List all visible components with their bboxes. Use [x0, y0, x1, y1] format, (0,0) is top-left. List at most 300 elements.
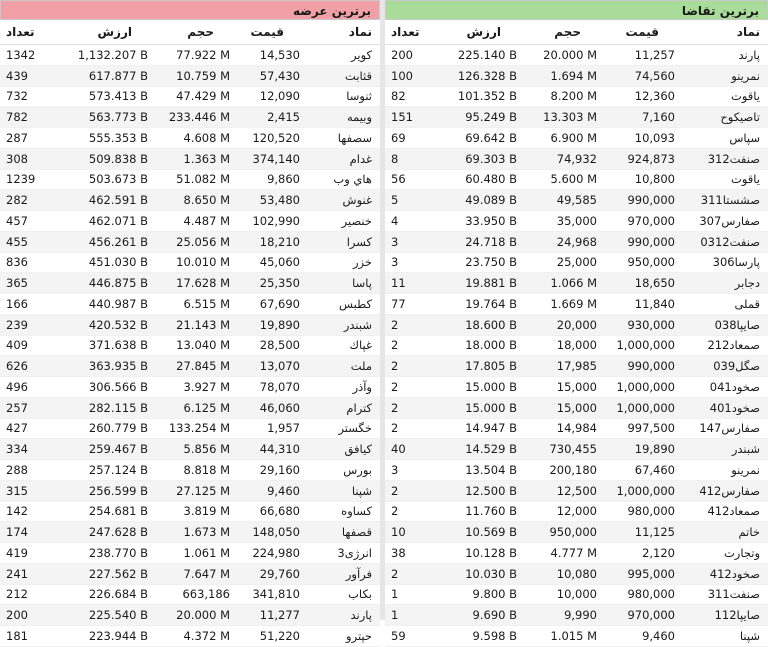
table-row[interactable]: [0, 501, 380, 522]
cell-price: 13,070: [236, 356, 306, 377]
cell-volume: 35,000: [523, 211, 603, 232]
cell-value: 23.750 B: [435, 252, 523, 273]
header-price[interactable]: قیمت: [603, 20, 681, 45]
table-row[interactable]: [385, 314, 768, 335]
table-row[interactable]: [0, 252, 380, 273]
cell-value: 17.805 B: [435, 356, 523, 377]
cell-price: 1,000,000: [603, 335, 681, 356]
table-row[interactable]: [385, 231, 768, 252]
cell-volume: 24,968: [523, 231, 603, 252]
table-row[interactable]: [0, 45, 380, 66]
cell-symbol[interactable]: سپاس: [681, 128, 768, 149]
cell-price: 9,460: [236, 480, 306, 501]
cell-price: 10,800: [603, 169, 681, 190]
cell-volume: 74,932: [523, 148, 603, 169]
table-row[interactable]: [385, 584, 768, 605]
cell-count: 2: [385, 314, 435, 335]
table-row[interactable]: [0, 294, 380, 315]
table-row[interactable]: [0, 128, 380, 149]
table-row[interactable]: [0, 522, 380, 543]
table-row[interactable]: [385, 294, 768, 315]
cell-symbol[interactable]: بورس: [306, 460, 380, 481]
cell-value: 19.764 B: [435, 294, 523, 315]
table-row[interactable]: [385, 65, 768, 86]
cell-volume: 12,000: [523, 501, 603, 522]
cell-symbol[interactable]: صنفت311: [681, 584, 768, 605]
cell-price: 46,060: [236, 397, 306, 418]
cell-value: 15.000 B: [435, 377, 523, 398]
cell-count: 241: [0, 563, 62, 584]
cell-value: 126.328 B: [435, 65, 523, 86]
cell-volume: 6.515 M: [154, 294, 236, 315]
cell-volume: 18,000: [523, 335, 603, 356]
cell-value: 238.770 B: [62, 543, 154, 564]
cell-symbol[interactable]: شپنا: [306, 480, 380, 501]
cell-value: 223.944 B: [62, 626, 154, 647]
cell-volume: 15,000: [523, 377, 603, 398]
cell-volume: 8.200 M: [523, 86, 603, 107]
header-count[interactable]: تعداد: [0, 20, 62, 45]
cell-count: 2: [385, 377, 435, 398]
cell-volume: 5.856 M: [154, 439, 236, 460]
table-row[interactable]: [385, 356, 768, 377]
cell-value: 15.000 B: [435, 397, 523, 418]
cell-value: 18.600 B: [435, 314, 523, 335]
table-row[interactable]: [0, 211, 380, 232]
top-supply-title: برترین عرضه: [0, 0, 380, 20]
cell-value: 227.562 B: [62, 563, 154, 584]
cell-symbol[interactable]: کسرا: [306, 231, 380, 252]
cell-value: 10.128 B: [435, 543, 523, 564]
cell-value: 69.642 B: [435, 128, 523, 149]
cell-count: 2: [385, 335, 435, 356]
cell-volume: 133.254 M: [154, 418, 236, 439]
cell-symbol[interactable]: تاصیکوح: [681, 107, 768, 128]
cell-symbol[interactable]: صخود412: [681, 563, 768, 584]
cell-symbol[interactable]: پارند: [306, 605, 380, 626]
cell-count: 77: [385, 294, 435, 315]
cell-value: 24.718 B: [435, 231, 523, 252]
cell-symbol[interactable]: فرآور: [306, 563, 380, 584]
cell-symbol[interactable]: یاقوت: [681, 169, 768, 190]
cell-price: 19,890: [603, 439, 681, 460]
table-row[interactable]: [385, 86, 768, 107]
cell-value: 282.115 B: [62, 397, 154, 418]
table-row[interactable]: [0, 190, 380, 211]
cell-symbol[interactable]: خنصیر: [306, 211, 380, 232]
cell-volume: 8.818 M: [154, 460, 236, 481]
cell-symbol[interactable]: صشستا311: [681, 190, 768, 211]
cell-value: 60.480 B: [435, 169, 523, 190]
cell-price: 970,000: [603, 211, 681, 232]
cell-price: 25,350: [236, 273, 306, 294]
cell-symbol[interactable]: صفارس412: [681, 480, 768, 501]
cell-symbol[interactable]: پارند: [681, 45, 768, 66]
table-row[interactable]: [385, 418, 768, 439]
cell-volume: 1.066 M: [523, 273, 603, 294]
cell-volume: 49,585: [523, 190, 603, 211]
cell-value: 254.681 B: [62, 501, 154, 522]
cell-count: 365: [0, 273, 62, 294]
cell-count: 10: [385, 522, 435, 543]
cell-value: 14.947 B: [435, 418, 523, 439]
cell-value: 363.935 B: [62, 356, 154, 377]
cell-symbol[interactable]: حپترو: [306, 626, 380, 647]
cell-count: 166: [0, 294, 62, 315]
cell-symbol[interactable]: شبندر: [681, 439, 768, 460]
cell-count: 200: [385, 45, 435, 66]
header-symbol[interactable]: نماد: [306, 20, 380, 45]
cell-count: 782: [0, 107, 62, 128]
cell-count: 496: [0, 377, 62, 398]
cell-count: 151: [385, 107, 435, 128]
cell-symbol[interactable]: صایپا038: [681, 314, 768, 335]
table-row[interactable]: [385, 563, 768, 584]
table-row[interactable]: [385, 460, 768, 481]
cell-price: 990,000: [603, 356, 681, 377]
cell-volume: 15,000: [523, 397, 603, 418]
cell-volume: 47.429 M: [154, 86, 236, 107]
table-row[interactable]: [0, 86, 380, 107]
cell-volume: 1.669 M: [523, 294, 603, 315]
cell-value: 10.030 B: [435, 563, 523, 584]
cell-value: 456.261 B: [62, 231, 154, 252]
cell-value: 503.673 B: [62, 169, 154, 190]
cell-symbol[interactable]: صایپا112: [681, 605, 768, 626]
cell-symbol[interactable]: پارسا306: [681, 252, 768, 273]
cell-volume: 10,000: [523, 584, 603, 605]
cell-count: 455: [0, 231, 62, 252]
cell-value: 9.598 B: [435, 626, 523, 647]
table-row[interactable]: [385, 480, 768, 501]
cell-symbol[interactable]: غپاك: [306, 335, 380, 356]
cell-volume: 10.759 M: [154, 65, 236, 86]
cell-price: 9,860: [236, 169, 306, 190]
table-row[interactable]: [385, 273, 768, 294]
table-row[interactable]: [385, 335, 768, 356]
table-row[interactable]: [0, 65, 380, 86]
cell-price: 924,873: [603, 148, 681, 169]
table-row[interactable]: [385, 397, 768, 418]
cell-volume: 7.647 M: [154, 563, 236, 584]
cell-price: 997,500: [603, 418, 681, 439]
cell-value: 11.760 B: [435, 501, 523, 522]
table-row[interactable]: [0, 460, 380, 481]
cell-volume: 1.061 M: [154, 543, 236, 564]
cell-price: 1,000,000: [603, 377, 681, 398]
cell-symbol[interactable]: خگستر: [306, 418, 380, 439]
table-row[interactable]: [0, 273, 380, 294]
cell-symbol[interactable]: بکاب: [306, 584, 380, 605]
cell-volume: 27.125 M: [154, 480, 236, 501]
table-row[interactable]: [0, 563, 380, 584]
cell-count: 3: [385, 460, 435, 481]
table-row[interactable]: [385, 148, 768, 169]
cell-count: 2: [385, 356, 435, 377]
cell-value: 555.353 B: [62, 128, 154, 149]
cell-symbol[interactable]: شپنا: [681, 626, 768, 647]
cell-value: 13.504 B: [435, 460, 523, 481]
cell-symbol[interactable]: صفارس307: [681, 211, 768, 232]
cell-count: 69: [385, 128, 435, 149]
cell-symbol[interactable]: صنفت0312: [681, 231, 768, 252]
table-row[interactable]: [385, 169, 768, 190]
cell-symbol[interactable]: نمرینو: [681, 460, 768, 481]
cell-price: 9,460: [603, 626, 681, 647]
cell-price: 930,000: [603, 314, 681, 335]
top-supply-panel: [0, 0, 380, 643]
cell-count: 419: [0, 543, 62, 564]
cell-symbol[interactable]: قثابت: [306, 65, 380, 86]
cell-price: 11,840: [603, 294, 681, 315]
cell-count: 427: [0, 418, 62, 439]
cell-volume: 3.819 M: [154, 501, 236, 522]
cell-price: 148,050: [236, 522, 306, 543]
table-row[interactable]: [0, 543, 380, 564]
table-row[interactable]: [0, 148, 380, 169]
cell-price: 51,220: [236, 626, 306, 647]
table-row[interactable]: [0, 584, 380, 605]
cell-volume: 20.000 M: [154, 605, 236, 626]
cell-volume: 663,186: [154, 584, 236, 605]
cell-volume: 4.608 M: [154, 128, 236, 149]
cell-count: 59: [385, 626, 435, 647]
header-count[interactable]: تعداد: [385, 20, 435, 45]
cell-volume: 25,000: [523, 252, 603, 273]
cell-symbol[interactable]: قصفها: [306, 522, 380, 543]
cell-value: 462.071 B: [62, 211, 154, 232]
cell-count: 2: [385, 418, 435, 439]
cell-price: 19,890: [236, 314, 306, 335]
table-row[interactable]: [385, 190, 768, 211]
table-row[interactable]: [385, 439, 768, 460]
cell-volume: 1.015 M: [523, 626, 603, 647]
cell-count: 732: [0, 86, 62, 107]
cell-count: 38: [385, 543, 435, 564]
cell-count: 8: [385, 148, 435, 169]
cell-volume: 6.900 M: [523, 128, 603, 149]
cell-volume: 10,080: [523, 563, 603, 584]
table-row[interactable]: [385, 107, 768, 128]
cell-symbol[interactable]: صگل039: [681, 356, 768, 377]
cell-count: 334: [0, 439, 62, 460]
cell-volume: 4.777 M: [523, 543, 603, 564]
top-demand-title: برترین تقاضا: [385, 0, 768, 20]
cell-price: 980,000: [603, 584, 681, 605]
cell-volume: 17.628 M: [154, 273, 236, 294]
cell-volume: 13.040 M: [154, 335, 236, 356]
table-row[interactable]: [0, 335, 380, 356]
table-row[interactable]: [0, 169, 380, 190]
cell-volume: 233.446 M: [154, 107, 236, 128]
table-row[interactable]: [385, 252, 768, 273]
cell-count: 100: [385, 65, 435, 86]
table-row[interactable]: [0, 418, 380, 439]
table-row[interactable]: [0, 314, 380, 335]
cell-count: 1: [385, 584, 435, 605]
cell-volume: 14,984: [523, 418, 603, 439]
cell-count: 142: [0, 501, 62, 522]
cell-volume: 9,990: [523, 605, 603, 626]
cell-value: 19.881 B: [435, 273, 523, 294]
cell-symbol[interactable]: صمعاد212: [681, 335, 768, 356]
cell-price: 2,120: [603, 543, 681, 564]
cell-price: 980,000: [603, 501, 681, 522]
cell-symbol[interactable]: یاقوت: [681, 86, 768, 107]
cell-price: 53,480: [236, 190, 306, 211]
cell-symbol[interactable]: پاسا: [306, 273, 380, 294]
table-row[interactable]: [0, 605, 380, 626]
cell-count: 239: [0, 314, 62, 335]
cell-volume: 1.363 M: [154, 148, 236, 169]
cell-value: 101.352 B: [435, 86, 523, 107]
cell-symbol[interactable]: کطبس: [306, 294, 380, 315]
cell-symbol[interactable]: وآذر: [306, 377, 380, 398]
table-row[interactable]: [385, 626, 768, 647]
cell-price: 18,650: [603, 273, 681, 294]
cell-value: 9.690 B: [435, 605, 523, 626]
cell-symbol[interactable]: هاي وب: [306, 169, 380, 190]
cell-count: 174: [0, 522, 62, 543]
cell-price: 224,980: [236, 543, 306, 564]
cell-symbol[interactable]: شبندر: [306, 314, 380, 335]
cell-count: 1239: [0, 169, 62, 190]
table-row[interactable]: [385, 128, 768, 149]
cell-value: 257.124 B: [62, 460, 154, 481]
cell-symbol[interactable]: غنوش: [306, 190, 380, 211]
cell-symbol[interactable]: کترام: [306, 397, 380, 418]
cell-symbol[interactable]: صنفت312: [681, 148, 768, 169]
top-supply-rows: [0, 45, 380, 647]
table-row[interactable]: [0, 480, 380, 501]
table-row[interactable]: [0, 356, 380, 377]
table-row[interactable]: [0, 397, 380, 418]
cell-price: 7,160: [603, 107, 681, 128]
cell-price: 28,500: [236, 335, 306, 356]
cell-symbol[interactable]: صخود041: [681, 377, 768, 398]
cell-price: 14,530: [236, 45, 306, 66]
cell-value: 225.140 B: [435, 45, 523, 66]
table-row[interactable]: [385, 501, 768, 522]
cell-count: 82: [385, 86, 435, 107]
cell-price: 66,680: [236, 501, 306, 522]
cell-volume: 4.372 M: [154, 626, 236, 647]
cell-value: 95.249 B: [435, 107, 523, 128]
table-row[interactable]: [385, 377, 768, 398]
cell-count: 2: [385, 563, 435, 584]
header-value[interactable]: ارزش: [62, 20, 154, 45]
cell-count: 2: [385, 397, 435, 418]
header-value[interactable]: ارزش: [435, 20, 523, 45]
header-symbol[interactable]: نماد: [681, 20, 768, 45]
cell-value: 462.591 B: [62, 190, 154, 211]
cell-symbol[interactable]: انرژی3: [306, 543, 380, 564]
cell-count: 11: [385, 273, 435, 294]
cell-symbol[interactable]: وبیمه: [306, 107, 380, 128]
cell-symbol[interactable]: وتجارت: [681, 543, 768, 564]
cell-price: 11,277: [236, 605, 306, 626]
header-price[interactable]: قیمت: [236, 20, 306, 45]
cell-volume: 21.143 M: [154, 314, 236, 335]
top-demand-panel: [385, 0, 768, 643]
table-row[interactable]: [0, 439, 380, 460]
cell-value: 446.875 B: [62, 273, 154, 294]
cell-value: 420.532 B: [62, 314, 154, 335]
cell-price: 67,460: [603, 460, 681, 481]
cell-value: 573.413 B: [62, 86, 154, 107]
cell-count: 308: [0, 148, 62, 169]
cell-volume: 3.927 M: [154, 377, 236, 398]
table-row[interactable]: [0, 107, 380, 128]
cell-symbol[interactable]: خاتم: [681, 522, 768, 543]
cell-value: 451.030 B: [62, 252, 154, 273]
table-row[interactable]: [0, 626, 380, 647]
cell-symbol[interactable]: صفارس147: [681, 418, 768, 439]
table-row[interactable]: [385, 45, 768, 66]
cell-value: 12.500 B: [435, 480, 523, 501]
cell-price: 102,990: [236, 211, 306, 232]
header-volume[interactable]: حجم: [523, 20, 603, 45]
cell-price: 990,000: [603, 231, 681, 252]
cell-symbol[interactable]: ملت: [306, 356, 380, 377]
table-row[interactable]: [385, 543, 768, 564]
cell-symbol[interactable]: صخود401: [681, 397, 768, 418]
table-row[interactable]: [385, 605, 768, 626]
cell-symbol[interactable]: ثنوسا: [306, 86, 380, 107]
cell-count: 836: [0, 252, 62, 273]
cell-symbol[interactable]: خزر: [306, 252, 380, 273]
cell-volume: 200,180: [523, 460, 603, 481]
cell-value: 9.800 B: [435, 584, 523, 605]
cell-count: 56: [385, 169, 435, 190]
table-row[interactable]: [385, 522, 768, 543]
cell-price: 44,310: [236, 439, 306, 460]
cell-value: 256.599 B: [62, 480, 154, 501]
cell-price: 29,160: [236, 460, 306, 481]
cell-count: 1342: [0, 45, 62, 66]
cell-volume: 77.922 M: [154, 45, 236, 66]
cell-count: 315: [0, 480, 62, 501]
cell-volume: 1.694 M: [523, 65, 603, 86]
cell-volume: 10.010 M: [154, 252, 236, 273]
cell-count: 4: [385, 211, 435, 232]
cell-symbol[interactable]: نمرینو: [681, 65, 768, 86]
cell-symbol[interactable]: دجابر: [681, 273, 768, 294]
cell-value: 10.569 B: [435, 522, 523, 543]
cell-volume: 27.845 M: [154, 356, 236, 377]
table-row[interactable]: [385, 211, 768, 232]
cell-symbol[interactable]: غدام: [306, 148, 380, 169]
cell-count: 3: [385, 252, 435, 273]
table-row[interactable]: [0, 231, 380, 252]
table-row[interactable]: [0, 377, 380, 398]
cell-symbol[interactable]: صمعاد412: [681, 501, 768, 522]
cell-symbol[interactable]: سصفها: [306, 128, 380, 149]
cell-price: 78,070: [236, 377, 306, 398]
header-volume[interactable]: حجم: [154, 20, 236, 45]
cell-value: 49.089 B: [435, 190, 523, 211]
cell-count: 409: [0, 335, 62, 356]
cell-symbol[interactable]: قملی: [681, 294, 768, 315]
cell-symbol[interactable]: کیافق: [306, 439, 380, 460]
cell-volume: 5.600 M: [523, 169, 603, 190]
cell-count: 2: [385, 501, 435, 522]
cell-price: 2,415: [236, 107, 306, 128]
cell-symbol[interactable]: کویر: [306, 45, 380, 66]
cell-price: 374,140: [236, 148, 306, 169]
cell-count: 257: [0, 397, 62, 418]
cell-symbol[interactable]: کساوه: [306, 501, 380, 522]
